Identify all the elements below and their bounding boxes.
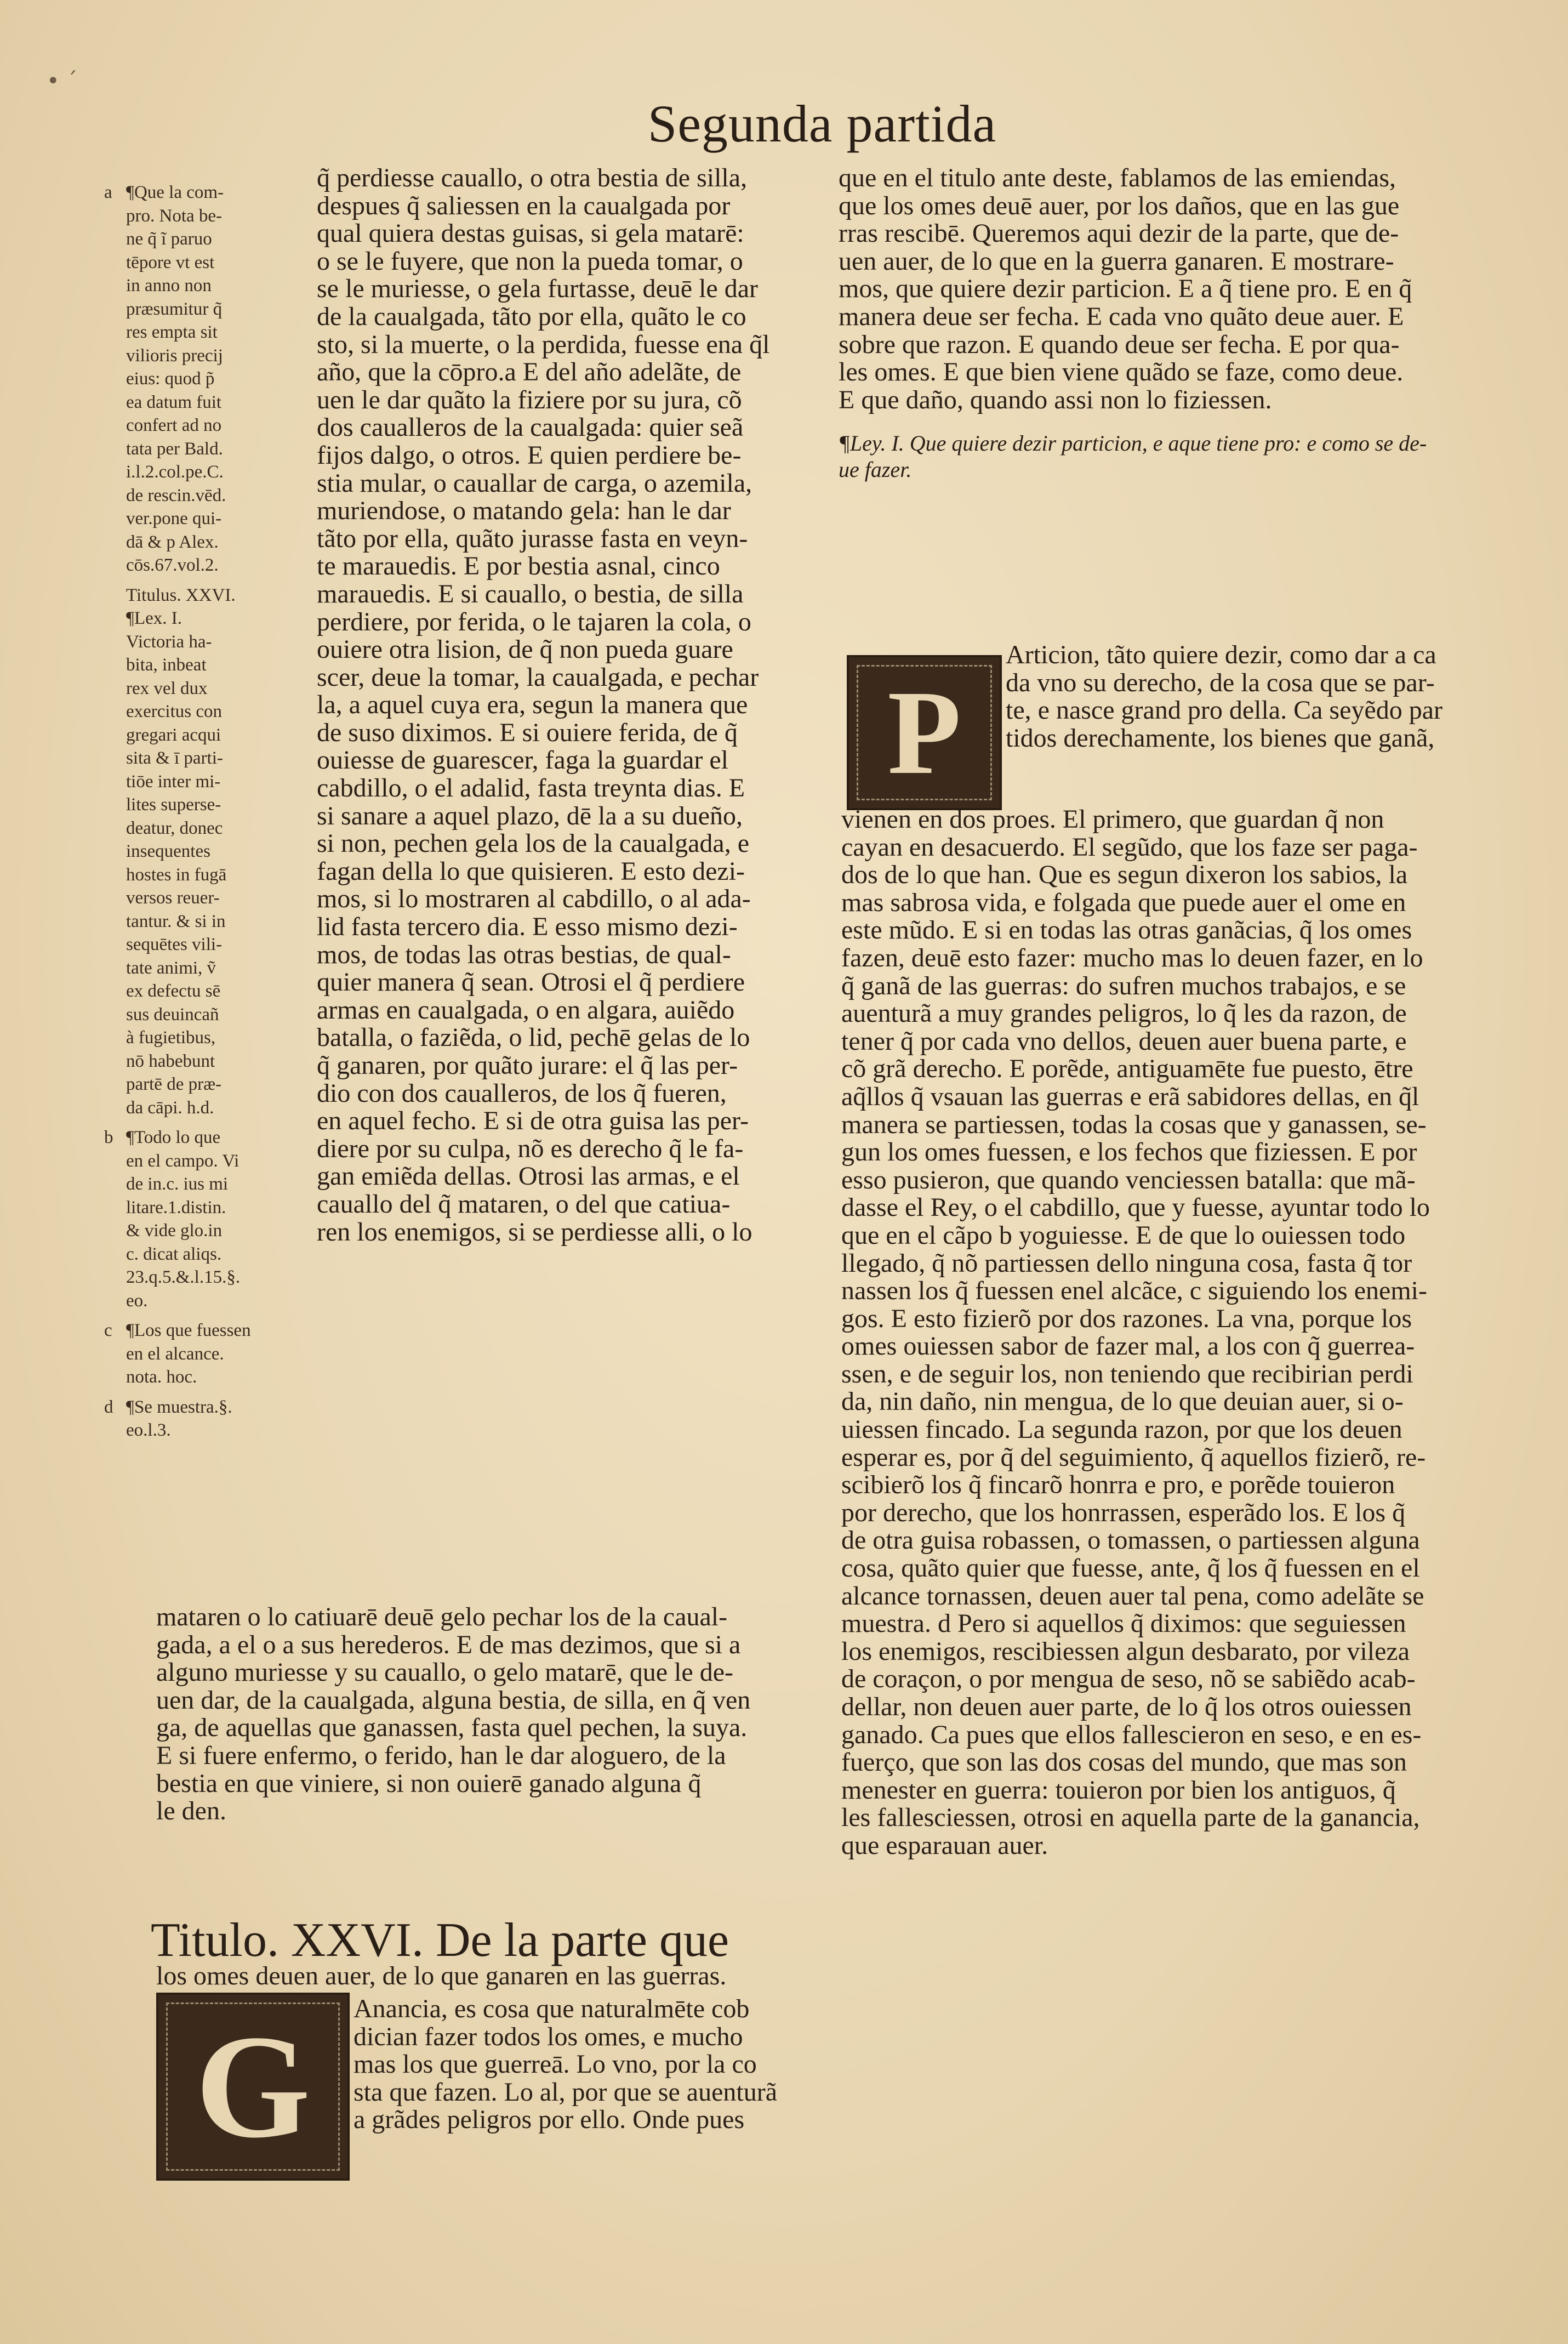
column-f-line: gun los omes fuessen, e los fechos que fiziessen. E por [841,1137,1417,1167]
column-d-line: mas los que guerreā. Lo vno, por la co [353,2050,757,2079]
column-b-line: mataren o lo catiuarē deuē gelo pechar los de la caual- [156,1602,728,1631]
margin-note [104,181,301,577]
column-f-line: ssen, e de seguir los, non teniendo que recibirian perdi [841,1359,1413,1389]
column-f-line: esso pusieron, que quando venciessen batalla: que mã- [841,1165,1416,1194]
margin-note-line: confert ad no [126,416,222,435]
column-f-line: fuerço, que son las dos cosas del mundo, que mas son [841,1748,1407,1777]
column-d-line: sta que fazen. Lo al, por que se auenturã [353,2077,777,2107]
column-a-line: armas en caualgada, o en algara, auiẽdo [317,995,735,1025]
margin-note-line: ¶Que la com- [126,183,224,202]
column-d-line: a grãdes peligros por ello. Onde pues [353,2105,745,2135]
column-a [317,164,810,1246]
margin-note-line: nō habebunt [126,1051,215,1071]
margin-note-line: hostes in fugā [126,864,227,885]
margin-note-line: en el campo. Vi [126,1151,240,1171]
column-a-line: marauedis. E si cauallo, o bestia, de silla [317,579,744,608]
margin-note-line: de rescin.vēd. [126,485,226,505]
column-d-line: Anancia, es cosa que naturalmēte cob [353,1994,750,2023]
column-f-line: mas sabrosa vida, e folgada que puede auer el ome en [841,887,1406,917]
column-f-line: menester en guerra: touieron por bien los antiguos, q̃ [841,1775,1396,1805]
column-a-line: batalla, o faziẽda, o lid, pechē gelas de lo [317,1023,750,1052]
column-a-line: mos, de todas las otras bestias, de qual- [317,940,731,969]
column-b-line: uen dar, de la caualgada, alguna bestia, de silla, en q̃ ven [156,1685,751,1715]
margin-note-line: da cāpi. h.d. [126,1097,214,1118]
margin-note-line: 23.q.5.&.l.15.§. [126,1267,241,1287]
column-f-line: omes ouiessen sabor de fazer mal, a los con q̃ guerrea- [841,1332,1415,1361]
column-f-line: cosa, quãto quier que fuesse, ante, q̃ los q̃ fuessen en el [841,1554,1420,1583]
margin-note-line: litare.1.distin. [126,1197,226,1217]
column-f-line: esperar es, por q̃ del seguimiento, q̃ aquellos fizierõ, re- [841,1442,1426,1472]
margin-note-line: Victoria ha- [126,631,212,652]
margin-note-line: ex defectu sē [126,981,221,1001]
column-a-line: scer, deue la tomar, la caualgada, e pechar [317,662,759,692]
column-f-line: fazen, deuē esto fazer: mucho mas lo deuen fazer, en lo [841,943,1423,972]
column-a-line: año, que la cōpro.a E del año adelãte, de [317,357,742,387]
margin-note-line: ¶Todo lo que [126,1128,221,1147]
margin-note-line: ne q̃ ĩ paruo [126,229,212,249]
column-f-line: de otra guisa robassen, o tomassen, o partiessen alguna [841,1526,1420,1555]
titulo-subheading: los omes deuen auer, de lo que ganaren en las guerras. [156,1961,727,1990]
column-a-line: tãto por ella, quãto jurasse fasta en veyn- [317,524,748,553]
column-d-line: dician fazer todos los omes, e mucho [353,2022,743,2051]
column-f-line: los enemigos, rescibiessen algun desbarato, por vileza [841,1636,1410,1666]
column-c-line: que en el titulo ante deste, fablamos de las emiendas, [839,163,1396,192]
column-f-line: uiessen fincado. La segunda razon, por que los deuen [841,1415,1402,1444]
column-f-line: dasse el Rey, o el cabdillo, que y fuesse, ayuntar todo lo [841,1193,1430,1222]
column-f-line: auenturã a muy grandes peligros, lo q̃ les da razon, de [841,999,1407,1028]
column-f-line: que esparauan auer. [841,1830,1048,1860]
column-f-line: q̃ ganã de las guerras: do sufren muchos trabajos, e se [841,971,1406,1000]
column-a-line: q̃ ganaren, por quãto jurare: el q̃ las per- [317,1051,738,1080]
margin-note-line: eo.l.3. [126,1420,171,1440]
stray-mark: • ´ [47,69,78,94]
margin-note-line: res empta sit [126,322,218,342]
column-f-line: dos de lo que han. Que es segun dixeron los sabios, la [841,860,1408,890]
column-f-line: llegado, q̃ nõ partiessen dello ninguna cosa, fasta q̃ tor [841,1248,1412,1278]
column-b-line: le den. [156,1796,226,1826]
column-a-line: dos caualleros de la caualgada: quier seã [317,413,744,442]
column-a-line: se le muriesse, o gela furtasse, deuē le dar [317,274,759,304]
column-c-line: les omes. E que bien viene quãdo se faze, como deue. [839,357,1404,387]
column-b-line: gada, a el o a sus herederos. E de mas dezimos, que si a [156,1630,741,1659]
column-f-line: les fallesciessen, otrosi en aquella parte de la ganancia, [841,1803,1420,1833]
drop-cap-p [847,655,1002,810]
column-a-line: stia mular, o cauallar de carga, o azemila, [317,468,752,498]
column-c-line: uen auer, de lo que en la guerra ganaren. E mostrare- [839,246,1394,276]
column-f-line: muestra. d Pero si aquellos q̃ diximos: que seguiessen [841,1609,1406,1638]
column-d [353,1995,819,2134]
column-a-line: en aquel fecho. E si de otra guisa las per- [317,1106,749,1136]
column-b-line: bestia en que viniere, si non ouierē ganado alguna q̃ [156,1768,702,1798]
column-a-line: perdiere, por ferida, o le tajaren la cola, o [317,607,751,636]
margin-note-line: ¶Se muestra.§. [126,1397,232,1417]
column-c-line: sobre que razon. E quando deue ser fecha. E por qua- [839,329,1400,359]
column-f-line: este mũdo. E si en todas las otras ganãcias, q̃ los omes [841,915,1412,945]
column-f-line: de coraçon, o por mengua de seso, nõ se sabiẽdo acab- [841,1664,1416,1694]
margin-note-line: tata per Bald. [126,439,223,459]
column-a-line: lid fasta tercero dia. E esso mismo dezi- [317,912,738,942]
margin-note-line: tēpore vt est [126,252,215,272]
column-f [841,806,1526,1860]
margin-note [104,1319,301,1389]
column-c [839,164,1524,527]
column-f-line: vienen en dos proes. El primero, que guardan q̃ non [841,805,1384,834]
column-a-line: cabdillo, o el adalid, fasta treynta dias. E [317,773,745,803]
column-a-line: quier manera q̃ sean. Otrosi el q̃ perdiere [317,968,745,997]
margin-note-line: tate animi, ṽ [126,958,216,978]
column-a-line: de suso diximos. E si ouiere ferida, de q̃ [317,718,738,747]
margin-note-line: tiōe inter mi- [126,771,221,792]
column-a-line: ren los enemigos, si se perdiesse alli, o lo [317,1217,752,1247]
margin-note-line: dā & p Alex. [126,532,219,552]
column-f-line: dellar, non deuen auer parte, de lo q̃ los otros ouiessen [841,1692,1412,1721]
margin-notes [104,181,301,1449]
column-c-line: que los omes deuē auer, por los daños, que en las gue [839,191,1400,220]
column-a-line: ouiesse de guarescer, faga la guardar el [317,746,729,775]
column-f-line: scibierõ los q̃ fincarõ honrra e pro, e porẽde touieron [841,1470,1395,1500]
margin-note-line: rex vel dux [126,678,208,698]
margin-note-key: b [104,1128,113,1147]
column-a-line: cauallo del q̃ mataren, o del que catiua- [317,1189,731,1219]
margin-note-line: insequentes [126,841,210,861]
ley-line-1: ¶Ley. I. Que quiere dezir particion, e aque tiene pro: e como se de- [839,431,1427,456]
drop-cap-p-letter: P [887,665,961,799]
margin-note-line: en el alcance. [126,1344,224,1364]
column-f-line: nassen los q̃ fuessen enel alcãce, c siguiendo los enemi- [841,1276,1427,1306]
column-a-line: dio con dos caualleros, de los q̃ fueren, [317,1078,727,1108]
column-a-line: uen le dar quãto la fiziere por su jura, cõ [317,385,742,414]
margin-note-line: eius: quod p̃ [126,369,215,389]
margin-note-line: sita & ī parti- [126,748,223,768]
column-e-line: te, e nasce grand pro della. Ca seyẽdo par [1006,696,1442,725]
margin-note-line: à fugietibus, [126,1028,216,1048]
column-c-line: rras rescibē. Queremos aqui dezir de la parte, que de- [839,219,1399,248]
column-f-line: ganado. Ca pues que ellos fallescieron en seso, e en es- [841,1720,1422,1749]
margin-note [104,1396,301,1442]
margin-note-key: d [104,1397,113,1417]
column-a-line: q̃ perdiesse cauallo, o otra bestia de silla, [317,163,748,192]
column-a-line: qual quiera destas guisas, si gela matarē: [317,219,744,248]
column-f-line: por derecho, que los honrrassen, esperãdo los. E los q̃ [841,1498,1406,1527]
column-f-line: cayan en desacuerdo. El segũdo, que los faze ser paga- [841,832,1418,862]
margin-note-line: ¶Lex. I. [126,608,182,628]
column-a-line: si non, pechen gela los de la caualgada, e [317,829,749,858]
margin-note-line: lites superse- [126,795,221,815]
column-f-line: manera se partiessen, todas la cosas que y ganassen, se- [841,1110,1427,1139]
margin-note-line: de in.c. ius mi [126,1174,229,1194]
column-f-line: alcance tornassen, deuen auer tal pena, como adelãte se [841,1581,1424,1611]
margin-note-line: cōs.67.vol.2. [126,555,219,575]
margin-note-line: Titulus. XXVI. [126,585,236,605]
margin-note-line: ver.pone qui- [126,509,222,528]
margin-note-line: c. dicat aliqs. [126,1244,222,1264]
margin-note-line: gregari acqui [126,725,221,745]
column-a-line: o se le fuyere, que non la pueda tomar, o [317,246,743,276]
column-a-line: muriendose, o matando gela: han le dar [317,496,731,526]
margin-note [104,1126,301,1312]
titulo-heading: Titulo. XXVI. De la parte que [151,1914,729,1967]
margin-note-line: deatur, donec [126,818,223,838]
margin-note-line: in anno non [126,276,212,295]
drop-cap-g-letter: G [195,2004,311,2169]
margin-note-line: partē de præ- [126,1074,222,1094]
column-f-line: cõ grã derecho. E porẽde, antiguamēte fue puesto, ētre [841,1054,1413,1084]
margin-note-line: exercitus con [126,702,223,721]
column-f-line: da, nin daño, nin mengua, de lo que deuian auer, si o- [841,1387,1404,1416]
column-e-line: da vno su derecho, de la cosa que se par- [1006,668,1435,697]
margin-note-line: tantur. & si in [126,911,226,931]
column-a-line: fijos dalgo, o otros. E quien perdiere be- [317,440,742,470]
column-f-line: tener q̃ por cada vno dellos, deuen auer buena parte, e [841,1026,1407,1056]
margin-note-line: ea datum fuit [126,392,222,412]
column-a-line: diere por su culpa, nõ es derecho q̃ le fa- [317,1134,744,1163]
column-e-line: Articion, tãto quiere dezir, como dar a ca [1006,640,1436,669]
column-b-line: E si fuere enfermo, o ferido, han le dar aloguero, de la [156,1740,726,1770]
column-e-line: tidos derechamente, los bienes que ganã, [1006,723,1435,753]
margin-note-line: ¶Los que fuessen [126,1321,251,1340]
column-a-line: gan emiẽda dellas. Otrosi las armas, e el [317,1162,740,1191]
ley-line-2: ue fazer. [839,457,912,482]
margin-note-line: eo. [126,1290,148,1311]
column-a-line: ouiere otra lision, de q̃ non pueda guare [317,635,733,664]
column-b [156,1603,814,1825]
column-a-line: si sanare a aquel plazo, dē la a su dueño, [317,801,743,830]
running-title: Segunda partida [647,94,997,153]
column-a-line: la, a aquel cuya era, segun la manera que [317,690,748,720]
margin-note-line: versos reuer- [126,888,220,908]
margin-note-line: i.l.2.col.pe.C. [126,462,224,482]
margin-note-line: sus deuincañ [126,1004,219,1025]
margin-note-line: præsumitur q̃ [126,299,223,319]
column-b-line: ga, de aquellas que ganassen, fasta quel pechen, la suya. [156,1713,748,1743]
margin-note-line: vilioris precij [126,345,223,366]
column-e [1006,641,1526,752]
margin-note-line: & vide glo.in [126,1221,223,1241]
column-f-line: aq̃llos q̃ vsauan las guerras e erã sabidores dellas, en q̃l [841,1082,1419,1111]
column-b-line: alguno muriesse y su cauallo, o gelo matarē, que le de- [156,1658,733,1687]
column-f-line: que en el cãpo b yoguiesse. E de que lo ouiessen todo [841,1220,1406,1250]
ley-heading [839,430,1524,483]
column-a-line: sto, si la muerte, o la perdida, fuesse ena q̃l [317,329,770,359]
margin-note-key: a [104,183,112,202]
column-a-line: mos, si lo mostraren al cabdillo, o al ada- [317,884,751,914]
margin-note-line: nota. hoc. [126,1367,197,1387]
column-a-line: te marauedis. E por bestia asnal, cinco [317,551,720,581]
column-c-line: manera deue ser fecha. E cada vno quãto deue auer. E [839,301,1404,331]
column-c-line: E que daño, quando assi non lo fiziessen. [839,385,1272,414]
margin-note-line: bita, inbeat [126,655,207,675]
column-a-line: fagan della lo que quisieren. E esto dezi- [317,856,745,886]
column-a-line: de la caualgada, tãto por ella, quãto le co [317,301,746,331]
column-f-line: gos. E esto fizierõ por dos razones. La vna, porque los [841,1304,1412,1333]
margin-note-line: pro. Nota be- [126,206,223,226]
drop-cap-g [156,1993,350,2181]
margin-note-line: sequētes vili- [126,935,223,954]
column-a-line: despues q̃ saliessen en la caualgada por [317,191,731,220]
margin-note [126,584,301,1120]
margin-note-key: c [104,1321,112,1340]
column-c-line: mos, que quiere dezir particion. E a q̃ tiene pro. E en q̃ [839,274,1412,304]
